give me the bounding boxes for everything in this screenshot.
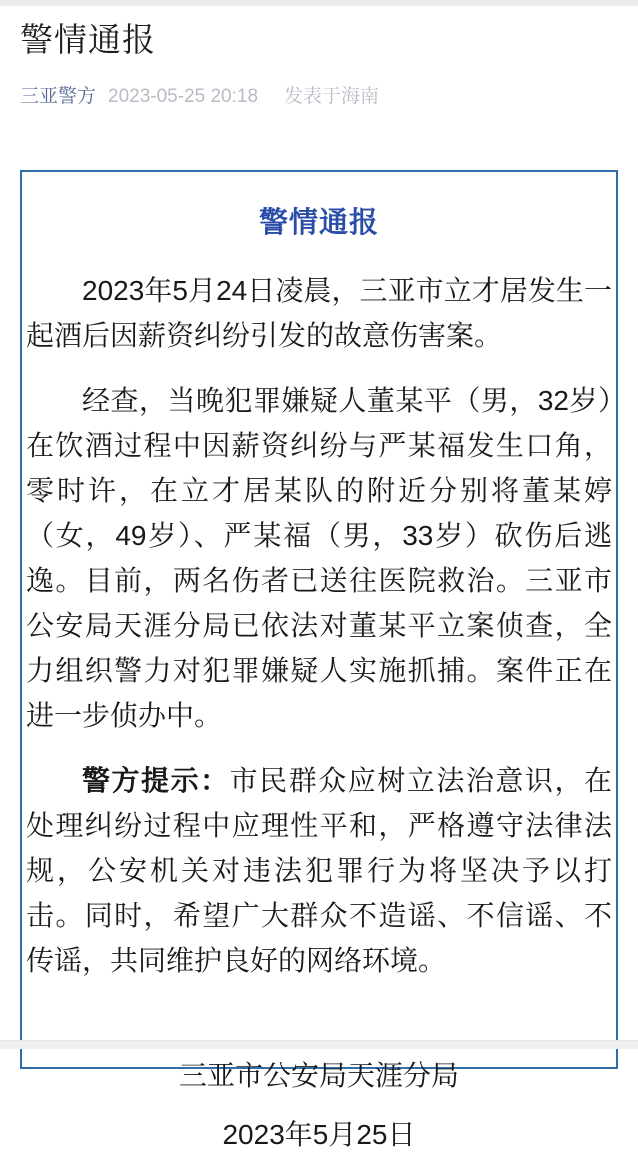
- notice-paragraph: 2023年5月24日凌晨，三亚市立才居发生一起酒后因薪资纠纷引发的故意伤害案。: [26, 275, 612, 351]
- top-divider: [0, 0, 638, 6]
- notice-paragraph: 经查，当晚犯罪嫌疑人董某平（男，32岁）在饮酒过程中因薪资纠纷与严某福发生口角，零时许，在立才居某队的附近分别将董某婷（女，49岁）、严某福（男，33岁）砍伤后逃逸。目前，两名伤者已送往医院救治。三亚市公安局天涯分局已依法对董某平立案侦查，全力组织警力对犯罪嫌疑人实施抓捕。案件正在进一步侦办中。: [26, 385, 612, 731]
- police-tip-text: 市民群众应树立法治意识，在处理纠纷过程中应理性平和，严格遵守法律法规，公安机关对违法犯罪行为将坚决予以打击。同时，希望广大群众不造谣、不信谣、不传谣，共同维护良好的网络环境。: [26, 765, 612, 976]
- police-tip-label: 警方提示：: [82, 765, 230, 796]
- page-title: 警情通报: [20, 21, 156, 58]
- notice-box: [20, 170, 618, 1150]
- bottom-divider: [0, 1040, 638, 1049]
- byline: [20, 85, 618, 109]
- signature-date: 2023年5月25日: [222, 1119, 416, 1150]
- police-tip-paragraph: [26, 758, 612, 983]
- author-link[interactable]: 三亚警方: [20, 86, 97, 107]
- publish-location: 发表于海南: [284, 86, 380, 107]
- article-header: [0, 18, 638, 109]
- publish-timestamp: 2023-05-25 20:18: [108, 86, 259, 107]
- notice-heading: 警情通报: [258, 207, 379, 239]
- signature-agency: 三亚市公安局天涯分局: [178, 1060, 459, 1091]
